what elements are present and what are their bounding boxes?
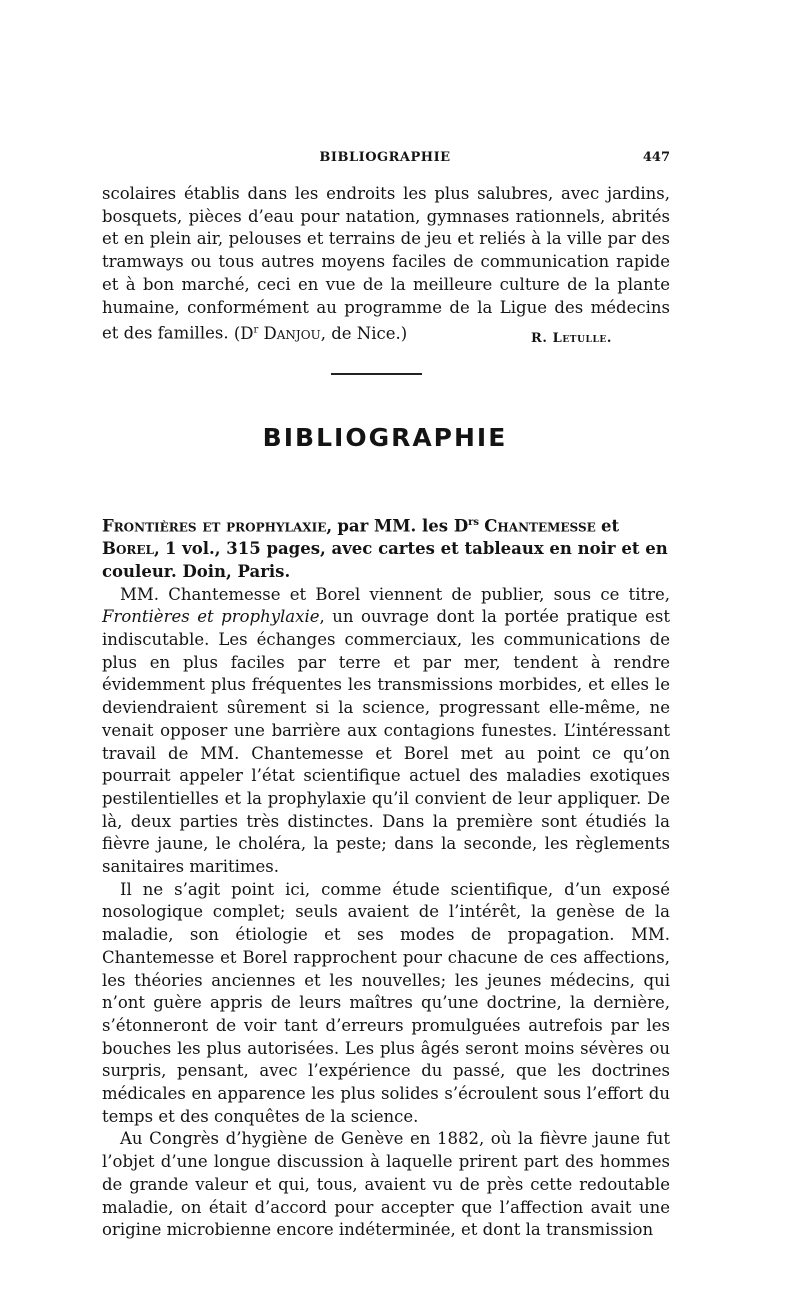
book-details: 1 vol., 315 pages, avec cartes et tableaux en noir et en couleur. Doin, Paris. (102, 539, 668, 581)
book-title: Frontières et prophylaxie, (102, 516, 333, 536)
review-citation: Frontières et prophylaxie, par MM. les $D^{rs}$ Chantemesse et Borel, 1 vol., 315 pages, avec cartes et tableaux en noir et en couleur. Doin, Paris. (102, 516, 668, 581)
intro-block (102, 183, 670, 345)
author-name: Borel, (102, 539, 160, 559)
review-block (102, 512, 670, 1242)
section-title: BIBLIOGRAPHIE (262, 423, 508, 452)
running-header (100, 150, 670, 172)
review-paragraph-3: Au Congrès d’hygiène de Genève en 1882, où la fièvre jaune fut l’objet d’une longue discussion à laquelle prirent part des hommes de grande valeur et qui, tous, avaient vu de près cette redoutable maladie, on était d’accord pour accepter que l’affection avait une origine microbienne encore indéterminée, et dont la transmission (102, 1129, 670, 1240)
intro-text: scolaires établis dans les endroits les plus salubres, avec jardins, bosquets, pièces d’eau pour natation, gymnases rationnels, abrités et en plein air, pelouses et terrains de jeu et reliés à la ville par des tramways ou tous autres moyens faciles de communication rapide et à bon marché, ceci en vue de la meilleure culture de la plante humaine, conformément au programme de la Ligue des médecins et des familles. (102, 184, 670, 343)
page-number: 447 (642, 150, 670, 165)
review-paragraph-2: Il ne s’agit point ici, comme étude scientifique, d’un exposé nosologique complet; seuls avaient de l’intérêt, la genèse de la maladie, son étiologie et ses modes de propagation. MM. Chantemesse et Borel rapprochent pour chacune de ces affections, les théories anciennes et les nouvelles; les jeunes médecins, qui n’ont guère appris de leurs maîtres qu’une doctrine, la dernière, s’étonneront de voir tant d’erreurs promulguées autrefois par les bouches les plus autorisées. Les plus âgés seront moins sévères ou surpris, pensant, avec l’expérience du passé, que les doctrines médicales en apparence les plus solides s’écroulent sous l’effort du temps et des conquêtes de la science. (102, 879, 670, 1126)
author-name: Chantemesse (484, 516, 596, 536)
intro-paragraph (102, 183, 670, 345)
intro-source: ($D^r$ Danjou, de Nice.) (233, 323, 408, 343)
running-title: BIBLIOGRAPHIE (319, 150, 451, 165)
author-signature: R. Letulle. (530, 331, 612, 346)
section-divider (331, 373, 422, 375)
book-title-italic: Frontières et prophylaxie (102, 607, 320, 627)
review-paragraph-1: MM. Chantemesse et Borel viennent de publier, sous ce titre, Frontières et prophylaxie, un ouvrage dont la portée pratique est indiscutable. Les échanges commerciaux, les communications de plus en plus faciles par terre et par mer, tendent à rendre évidemment plus fréquentes les transmissions morbides, et elles le deviendraient sûrement si la science, progressant elle-même, ne venait opposer une barrière aux contagions funestes. L’intéressant travail de MM. Chantemesse et Borel met au point ce qu’on pourrait appeler l’état scientifique actuel des maladies exotiques pestilentielles et la prophylaxie qu’il convient de leur appliquer. De là, deux parties très distinctes. Dans la première sont étudiés la fièvre jaune, le choléra, la peste; dans la seconde, les règlements sanitaires maritimes. (102, 584, 670, 877)
